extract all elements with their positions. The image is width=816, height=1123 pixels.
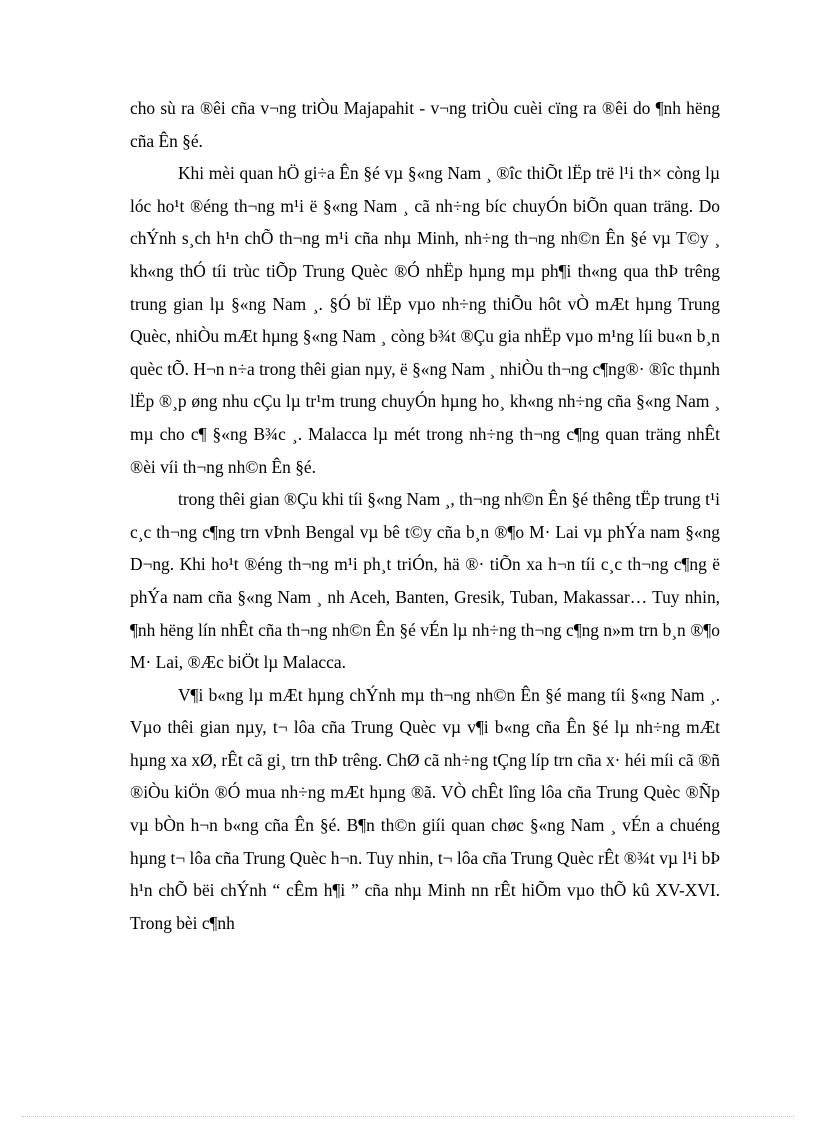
paragraph-1: cho sù ra ®êi cña v¬ng triÒu Majapahit - v¬ng triÒu cuèi cïng ra ®êi do ¶nh hëng cña Ên §é. xyxy=(130,98,720,151)
page-bottom-divider xyxy=(22,1116,794,1117)
paragraph-3: trong thêi gian ®Çu khi tíi §«ng Nam ¸, th¬ng nh©n Ên §é thêng tËp trung t¹i c¸c th¬ng c¶ng trn vÞnh Bengal vµ bê t©y cña b¸n ®¶o M· Lai vµ phÝa nam §«ng D¬ng. Khi ho¹t ®éng th¬ng m¹i ph¸t triÓn, hä ®· tiÕn xa h¬n tíi c¸c th¬ng c¶ng ë phÝa nam cña §«ng Nam ¸ nh Aceh, Banten, Gresik, Tuban, Makassar… Tuy nhin, ¶nh hëng lín nhÊt cña th¬ng nh©n Ên §é vÉn lµ nh÷ng th¬ng c¶ng n»m trn b¸n ®¶o M· Lai, ®Æc biÖt lµ Malacca. xyxy=(130,489,720,673)
page-body xyxy=(130,92,720,939)
paragraph-4: V¶i b«ng lµ mÆt hµng chÝnh mµ th¬ng nh©n Ên §é mang tíi §«ng Nam ¸. Vµo thêi gian nµy, t¬ lôa cña Trung Quèc vµ v¶i b«ng cña Ên §é lµ nh÷ng mÆt hµng xa xØ, rÊt cã gi¸ trn thÞ trêng. ChØ cã nh÷ng tÇng líp trn cña x· héi míi cã ®ñ ®iÒu kiÖn ®Ó mua nh÷ng mÆt hµng ®ã. VÒ chÊt lîng lôa cña Trung Quèc ®Ñp vµ bÒn h¬n b«ng cña Ên §é. B¶n th©n giíi quan chøc §«ng Nam ¸ vÉn a chuéng hµng t¬ lôa cña Trung Quèc h¬n. Tuy nhin, t¬ lôa cña Trung Quèc rÊt ®¾t vµ l¹i bÞ h¹n chÕ bëi chÝnh “ cÊm h¶i ” cña nhµ Minh nn rÊt hiÕm vµo thÕ kû XV-XVI. Trong bèi c¶nh xyxy=(130,684,720,933)
paragraph-2: Khi mèi quan hÖ gi÷a Ên §é vµ §«ng Nam ¸ ®îc thiÕt lËp trë l¹i th× còng lµ lóc ho¹t ®éng th¬ng m¹i ë §«ng Nam ¸ cã nh÷ng bíc chuyÓn biÕn quan träng. Do chÝnh s¸ch h¹n chÕ th¬ng m¹i cña nhµ Minh, nh÷ng th¬ng nh©n Ên §é vµ T©y ¸ kh«ng thÓ tíi trùc tiÕp Trung Quèc ®Ó nhËp hµng mµ ph¶i th«ng qua thÞ trêng trung gian lµ §«ng Nam ¸. §Ó bï lËp vµo nh÷ng thiÕu hôt vÒ mÆt hµng Trung Quèc, nhiÒu mÆt hµng §«ng Nam ¸ còng b¾t ®Çu gia nhËp vµo m¹ng líi bu«n b¸n quèc tÕ. H¬n n÷a trong thêi gian nµy, ë §«ng Nam ¸ nhiÒu th¬ng c¶ng®· ®îc thµnh lËp ®¸p øng nhu cÇu lµ tr¹m trung chuyÓn hµng ho¸ kh«ng nh÷ng cña §«ng Nam ¸ mµ cho c¶ §«ng B¾c ¸. Malacca lµ mét trong nh÷ng th¬ng c¶ng quan träng nhÊt ®èi víi th¬ng nh©n Ên §é. xyxy=(130,163,720,477)
